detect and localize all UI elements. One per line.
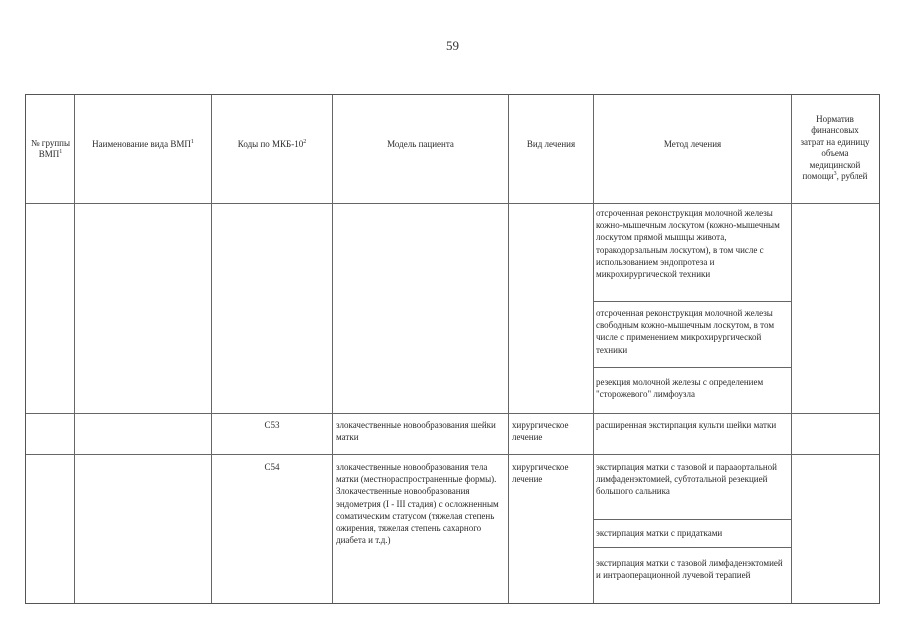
header-patient-model: Модель пациента [387, 139, 454, 150]
column-divider [791, 95, 792, 603]
row-divider [26, 454, 879, 455]
header-icd-codes: Коды по МКБ-$10^2$ [237, 139, 307, 150]
icd-code-cell: C53 [264, 420, 280, 430]
method-cell: расширенная экстирпация культи шейки матки [596, 420, 777, 430]
header-cost-norm: Норматив финансовых затрат на единицу объема медицинской помощи$^3$, рублей [800, 113, 870, 181]
method-cell: отсроченная реконструкция молочной железы свободным кожно-мышечным лоскутом, в том числе с применением микрохирургической техники [596, 308, 775, 355]
row-divider [26, 203, 879, 204]
treatment-type-cell: хирургическое лечение [512, 420, 569, 443]
method-divider [593, 367, 791, 368]
row-divider [26, 413, 879, 414]
method-cell: экстирпация матки с тазовой лимфаденэктомией и интраоперационной лучевой терапией [596, 558, 783, 581]
method-divider [593, 301, 791, 302]
header-treatment-type: Вид лечения [526, 139, 576, 150]
page-number: 59 [446, 38, 459, 53]
method-divider [593, 547, 791, 548]
method-cell: резекция молочной железы с определением "сторожевого" лимфоузла [596, 377, 764, 400]
icd-code-cell: C54 [264, 462, 280, 472]
patient-model-cell: злокачественные новообразования тела матки (местнораспространенные формы). Злокачественные новообразования эндометрия (I - III стадия) с осложненным соматическим статусом (тяжелая степень ожирения, тяжелая степень сахарного диабета и т.д.) [336, 462, 499, 546]
patient-model-cell: злокачественные новообразования шейки матки [336, 420, 496, 443]
header-treatment-method: Метод лечения [663, 139, 722, 150]
vmp-table [25, 94, 880, 604]
method-cell: экстирпация матки с тазовой и парааортальной лимфаденэктомией, субтотальной резекцией большого сальника [596, 462, 777, 497]
method-cell: экстирпация матки с придатками [596, 528, 723, 538]
method-cell: отсроченная реконструкция молочной железы кожно-мышечным лоскутом (кожно-мышечным лоскутом прямой мышцы живота, торакодорзальным лоскутом), в том числе с использованием эндопротеза и микрохирургической техники [596, 208, 780, 280]
header-vmp-name: Наименование вида ВМП$^1$ [92, 139, 194, 150]
header-group-no: № группы ВМП$^1$ [30, 137, 71, 159]
method-divider [593, 519, 791, 520]
treatment-type-cell: хирургическое лечение [512, 462, 569, 485]
